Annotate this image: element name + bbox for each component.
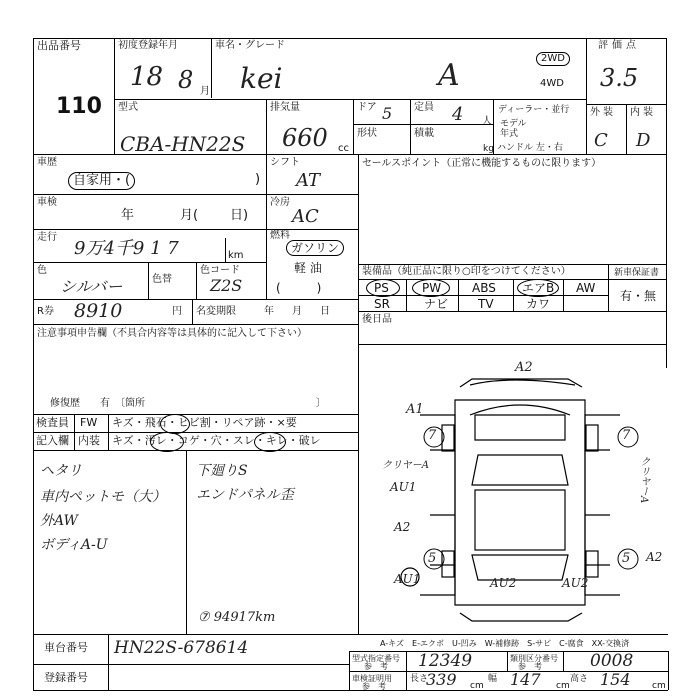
wid-unit: cm xyxy=(556,681,570,691)
door-label: ドア xyxy=(357,102,377,113)
equip-label: 装備品（純正品に限り○印をつけてください） xyxy=(362,266,571,277)
mileage-label: 走行 xyxy=(37,232,57,243)
disp-unit: cc xyxy=(338,143,349,154)
cert-label: 車検証明用 xyxy=(352,674,392,683)
class-value: 0008 xyxy=(590,651,634,671)
class-label: 類別区分番号 xyxy=(510,654,558,663)
len-label: 長さ xyxy=(410,674,429,684)
dealer-label: ディーラー・並行 xyxy=(498,105,570,115)
fuel-diesel: 軽 油 xyxy=(294,261,322,275)
cap-value: 4 xyxy=(452,104,464,125)
airbag-circle xyxy=(517,279,559,297)
wid-label: 幅 xyxy=(488,674,498,684)
rb-value: 8910 xyxy=(74,300,123,322)
history-label: 車歴 xyxy=(37,157,57,168)
model-label: 車名・グレード xyxy=(215,40,285,51)
reg-year: 18 xyxy=(130,62,164,92)
int-label: 内装 xyxy=(630,107,656,118)
fuel-gas: ガソリン xyxy=(286,240,344,256)
shift-label: シフト xyxy=(270,157,300,168)
color-code-label: 色コード xyxy=(200,265,240,276)
type-label: 型式 xyxy=(118,102,138,113)
mark-au1-rear: AU1 xyxy=(394,572,421,586)
repair-label: 修復歴 有 〔箇所 xyxy=(50,398,145,409)
len-value: 339 xyxy=(426,670,457,689)
recorder-int: 内装 xyxy=(78,434,100,447)
ac-label: 冷房 xyxy=(270,197,290,208)
repair-close: 〕 xyxy=(316,398,326,409)
load-unit: kg xyxy=(483,144,494,154)
pw-circle xyxy=(412,279,450,297)
sure-circle xyxy=(254,432,286,452)
yogore-circle xyxy=(150,432,184,452)
equip-tv: TV xyxy=(478,297,494,311)
mileage-value: 9万4千9 1 7 xyxy=(74,238,179,259)
door-value: 5 xyxy=(382,104,393,123)
inspector-fw: FW xyxy=(80,416,98,429)
wid-value: 147 xyxy=(510,670,541,689)
class-sub: 参 考 xyxy=(518,662,542,671)
hei-label: 高さ xyxy=(570,674,589,684)
equip-pw: PW xyxy=(422,281,442,295)
inspect-label: 車検 xyxy=(37,197,57,208)
len-unit: cm xyxy=(470,681,484,691)
color-label: 色 xyxy=(37,265,47,276)
inspector-label: 検査員 xyxy=(36,416,69,429)
ps-circle xyxy=(366,279,400,297)
ext-label: 外装 xyxy=(590,107,616,118)
damage-legend: A-キズ E-エクボ U-凹み W-補修跡 S-サビ C-腐食 XX-交換済 xyxy=(380,639,630,648)
history-close: ) xyxy=(255,172,261,187)
mark-7-right: 7 xyxy=(622,428,631,443)
lot-number: 110 xyxy=(56,94,102,119)
equip-navi: ナビ xyxy=(424,297,449,311)
handle-label: ハンドル 左・右 xyxy=(497,143,563,153)
fuel-label: 燃料 xyxy=(270,230,290,241)
note-aw: 外AW xyxy=(40,513,78,529)
chassis-value: HN22S-678614 xyxy=(114,638,249,658)
load-label: 積載 xyxy=(414,128,434,139)
disp-label: 排気量 xyxy=(270,102,300,113)
mark-a1: A1 xyxy=(406,402,424,417)
shape-label: 形状 xyxy=(357,128,377,139)
recorder-items: キズ・汚レ・コゲ・穴・スレ・キレ・破レ xyxy=(112,434,321,447)
reg-label: 初度登録年月 xyxy=(118,40,178,51)
mileage-unit: km xyxy=(228,250,244,261)
type-no-sub: 参 考 xyxy=(364,662,388,671)
recorder-label: 記入欄 xyxy=(36,434,69,447)
color-code-value: Z2S xyxy=(210,276,243,295)
mark-au2-left: AU2 xyxy=(490,576,517,590)
mileage-confirm: ⑦ 94917km xyxy=(198,610,276,625)
equip-leather: カワ xyxy=(526,297,551,311)
shift-value: AT xyxy=(296,170,321,191)
new-warranty-value: 有・無 xyxy=(620,289,657,303)
eval-label: 評価点 xyxy=(598,40,640,51)
ext-value: C xyxy=(594,130,608,151)
score: 3.5 xyxy=(600,64,639,92)
inspect-month: 月( xyxy=(180,208,199,223)
mark-clear-left: クリヤーA xyxy=(382,460,430,471)
caution-label: 注意事項申告欄（不具合内容等は具体的に記入して下さい） xyxy=(37,328,307,339)
mark-7-left: 7 xyxy=(428,428,437,443)
note-body: ボディA-U xyxy=(40,537,108,553)
inspector-items: キズ・飛石・ヒビ割・リペア跡・×要 xyxy=(112,416,297,429)
type-no-label: 型式指定番号 xyxy=(352,654,400,663)
cert-sub: 参 考 xyxy=(362,682,386,691)
int-value: D xyxy=(636,130,651,151)
new-warranty-label: 新車保証書 xyxy=(614,268,660,278)
drive-2wd: 2WD xyxy=(536,52,570,66)
rb-unit: 円 xyxy=(172,306,182,317)
note-pet: 車内ペットモ（大） xyxy=(40,489,166,505)
sales-point-label: セールスポイント（正常に機能するものに限ります） xyxy=(362,158,602,169)
equip-abs: ABS xyxy=(472,281,496,295)
ac-value: AC xyxy=(292,206,319,227)
note-hetari: ヘタリ xyxy=(40,463,82,479)
type-no-value: 12349 xyxy=(418,651,473,671)
name-change-value: 年 月 日 xyxy=(264,306,334,317)
grade: A xyxy=(438,58,460,93)
color-value: シルバー xyxy=(60,277,123,296)
reg-month-unit: 月 xyxy=(200,86,210,97)
mark-au1-left: AU1 xyxy=(390,480,417,494)
model-year-label2: 年式 xyxy=(500,129,519,139)
cap-label: 定員 xyxy=(414,102,434,113)
mark-a2-left: A2 xyxy=(394,520,411,534)
name-change-label: 名変期限 xyxy=(196,306,236,317)
reg-month: 8 xyxy=(178,66,194,94)
cap-unit: 人 xyxy=(482,116,492,127)
hei-value: 154 xyxy=(600,670,631,689)
hei-unit: cm xyxy=(652,681,666,691)
type-value: CBA-HN22S xyxy=(120,132,246,156)
note-endpanel: エンドパネル歪 xyxy=(196,487,294,503)
reg-no-label: 登録番号 xyxy=(44,671,88,684)
mark-a2-top: A2 xyxy=(515,360,533,375)
history-value: 自家用・( xyxy=(68,172,135,190)
mark-5-right: 5 xyxy=(622,551,631,566)
model-name: kei xyxy=(240,62,283,95)
equip-sr: SR xyxy=(374,297,390,311)
inspect-day: 日) xyxy=(230,208,249,223)
inspect-year: 年 xyxy=(121,208,135,223)
mark-a2-right: A2 xyxy=(646,550,663,564)
disp-value: 660 xyxy=(282,124,328,152)
lot-label: 出品番号 xyxy=(37,39,81,52)
after-label: 後日品 xyxy=(362,314,392,325)
equip-ps: PS xyxy=(374,281,389,295)
hishaku-circle xyxy=(160,414,190,434)
equip-airbag: エアB xyxy=(522,281,555,295)
mark-au2-right: AU2 xyxy=(562,576,589,590)
chassis-label: 車台番号 xyxy=(44,641,88,654)
equip-aw: AW xyxy=(576,281,596,295)
fuel-paren: ( ) xyxy=(276,281,322,295)
model-year-label1: モデル xyxy=(500,119,527,129)
drive-4wd: 4WD xyxy=(540,78,564,89)
color-change-label: 色替 xyxy=(152,274,172,285)
note-under: 下廻りS xyxy=(196,463,248,479)
rb-label: R券 xyxy=(37,306,54,317)
mark-clear-right: クリヤーA xyxy=(638,456,649,504)
mark-5-left: 5 xyxy=(428,551,437,566)
